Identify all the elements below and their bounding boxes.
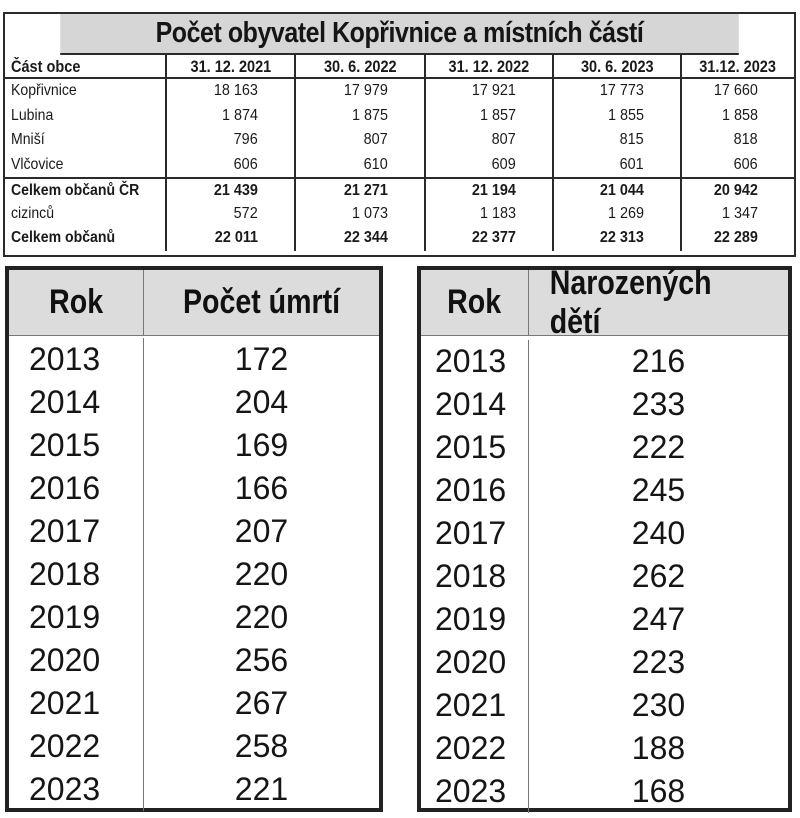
deaths-cell: 220 bbox=[234, 556, 289, 592]
deaths-cell: 256 bbox=[234, 642, 289, 678]
year-cell: 2015 bbox=[435, 429, 507, 465]
births-table-body bbox=[421, 336, 788, 813]
table-cell: 572 bbox=[165, 202, 294, 227]
year-cell: 2020 bbox=[435, 644, 507, 680]
births-cell: 247 bbox=[631, 601, 686, 637]
deaths-cell: 169 bbox=[234, 427, 289, 463]
year-cell: 2016 bbox=[29, 470, 101, 506]
table-cell: 22 289 bbox=[680, 226, 794, 251]
year-cell: 2023 bbox=[435, 773, 507, 809]
year-cell: 2013 bbox=[435, 343, 507, 379]
year-column bbox=[421, 340, 529, 813]
year-cell: 2015 bbox=[29, 427, 101, 463]
year-cell: 2014 bbox=[435, 386, 507, 422]
deaths-cell: 267 bbox=[234, 685, 289, 721]
year-cell: 2020 bbox=[29, 642, 101, 678]
table-cell: 609 bbox=[424, 153, 552, 178]
table-cell: 17 979 bbox=[294, 79, 424, 104]
table-cell: 22 344 bbox=[294, 226, 424, 251]
births-cell: 222 bbox=[631, 429, 686, 465]
table-cell: 606 bbox=[680, 153, 794, 178]
column-header-births: Narozených dětí bbox=[549, 263, 712, 341]
births-column bbox=[529, 340, 788, 813]
year-column bbox=[9, 338, 144, 811]
births-cell: 168 bbox=[631, 773, 686, 809]
row-label: Vlčovice bbox=[11, 155, 64, 173]
deaths-cell: 221 bbox=[234, 771, 289, 807]
year-cell: 2013 bbox=[29, 341, 101, 377]
table-cell: 21 271 bbox=[294, 177, 424, 202]
year-cell: 2017 bbox=[435, 515, 507, 551]
births-table bbox=[417, 263, 792, 812]
table-cell: 17 660 bbox=[680, 79, 794, 104]
table-cell: 807 bbox=[294, 128, 424, 153]
table-cell: 22 313 bbox=[552, 226, 680, 251]
row-label-foreigners: cizinců bbox=[11, 204, 55, 222]
year-cell: 2016 bbox=[435, 472, 507, 508]
table-cell: 21 044 bbox=[552, 177, 680, 202]
deaths-cell: 220 bbox=[234, 599, 289, 635]
table-cell: 796 bbox=[165, 128, 294, 153]
row-label: Mniší bbox=[11, 131, 45, 148]
population-table bbox=[3, 12, 796, 257]
table-cell: 1 857 bbox=[424, 104, 552, 129]
column-header-date: 30. 6. 2022 bbox=[294, 55, 424, 79]
year-cell: 2019 bbox=[29, 599, 101, 635]
year-cell: 2019 bbox=[435, 601, 507, 637]
table-cell: 1 183 bbox=[424, 202, 552, 227]
table-cell: 815 bbox=[552, 128, 680, 153]
table-cell: 17 773 bbox=[552, 79, 680, 104]
population-table-title: Počet obyvatel Kopřivnice a místních částí bbox=[60, 14, 739, 55]
year-cell: 2021 bbox=[435, 687, 507, 723]
table-cell: 21 439 bbox=[165, 177, 294, 202]
population-table-grid bbox=[5, 55, 794, 251]
deaths-cell: 172 bbox=[234, 341, 289, 377]
deaths-cell: 166 bbox=[234, 470, 289, 506]
table-cell: 17 921 bbox=[424, 79, 552, 104]
table-cell: 1 874 bbox=[165, 104, 294, 129]
table-cell: 21 194 bbox=[424, 177, 552, 202]
column-header-date: 31.12. 2023 bbox=[680, 55, 794, 79]
table-cell: 1 875 bbox=[294, 104, 424, 129]
deaths-table bbox=[5, 266, 383, 812]
year-cell: 2022 bbox=[29, 728, 101, 764]
table-cell: 22 011 bbox=[165, 226, 294, 251]
table-cell: 1 073 bbox=[294, 202, 424, 227]
births-cell: 262 bbox=[631, 558, 686, 594]
births-cell: 230 bbox=[631, 687, 686, 723]
deaths-cell: 204 bbox=[234, 384, 289, 420]
column-header-date: 31. 12. 2021 bbox=[165, 55, 294, 79]
deaths-table-header bbox=[9, 270, 379, 336]
table-cell: 1 858 bbox=[680, 104, 794, 129]
table-cell: 818 bbox=[680, 128, 794, 153]
year-cell: 2014 bbox=[29, 384, 101, 420]
year-cell: 2021 bbox=[29, 685, 101, 721]
births-cell: 188 bbox=[631, 730, 686, 766]
births-table-header bbox=[421, 263, 788, 341]
table-cell: 18 163 bbox=[165, 79, 294, 104]
year-cell: 2022 bbox=[435, 730, 507, 766]
deaths-cell: 258 bbox=[234, 728, 289, 764]
table-cell: 1 269 bbox=[552, 202, 680, 227]
column-header-part: Část obce bbox=[5, 55, 165, 79]
table-cell: 22 377 bbox=[424, 226, 552, 251]
table-cell: 1 347 bbox=[680, 202, 794, 227]
row-label-total: Celkem občanů bbox=[11, 229, 116, 246]
row-label: Kopřivnice bbox=[11, 82, 77, 99]
table-cell: 1 855 bbox=[552, 104, 680, 129]
column-header-year: Rok bbox=[421, 270, 529, 335]
deaths-cell: 207 bbox=[234, 513, 289, 549]
column-header-date: 30. 6. 2023 bbox=[552, 55, 680, 79]
births-cell: 223 bbox=[631, 644, 686, 680]
column-header-date: 31. 12. 2022 bbox=[424, 55, 552, 79]
row-label-total-cz: Celkem občanů ČR bbox=[5, 177, 165, 202]
deaths-table-body bbox=[9, 336, 379, 811]
births-cell: 233 bbox=[631, 386, 686, 422]
table-cell: 807 bbox=[424, 128, 552, 153]
year-cell: 2018 bbox=[435, 558, 507, 594]
year-cell: 2017 bbox=[29, 513, 101, 549]
births-cell: 245 bbox=[631, 472, 686, 508]
births-cell: 216 bbox=[631, 343, 686, 379]
year-cell: 2018 bbox=[29, 556, 101, 592]
column-header-year: Rok bbox=[9, 270, 144, 335]
table-cell: 606 bbox=[165, 153, 294, 178]
table-cell: 610 bbox=[294, 153, 424, 178]
row-label: Lubina bbox=[11, 106, 54, 124]
column-header-deaths: Počet úmrtí bbox=[182, 283, 341, 321]
table-cell: 601 bbox=[552, 153, 680, 178]
births-cell: 240 bbox=[631, 515, 686, 551]
deaths-column bbox=[144, 338, 379, 811]
year-cell: 2023 bbox=[29, 771, 101, 807]
table-cell: 20 942 bbox=[680, 177, 794, 202]
